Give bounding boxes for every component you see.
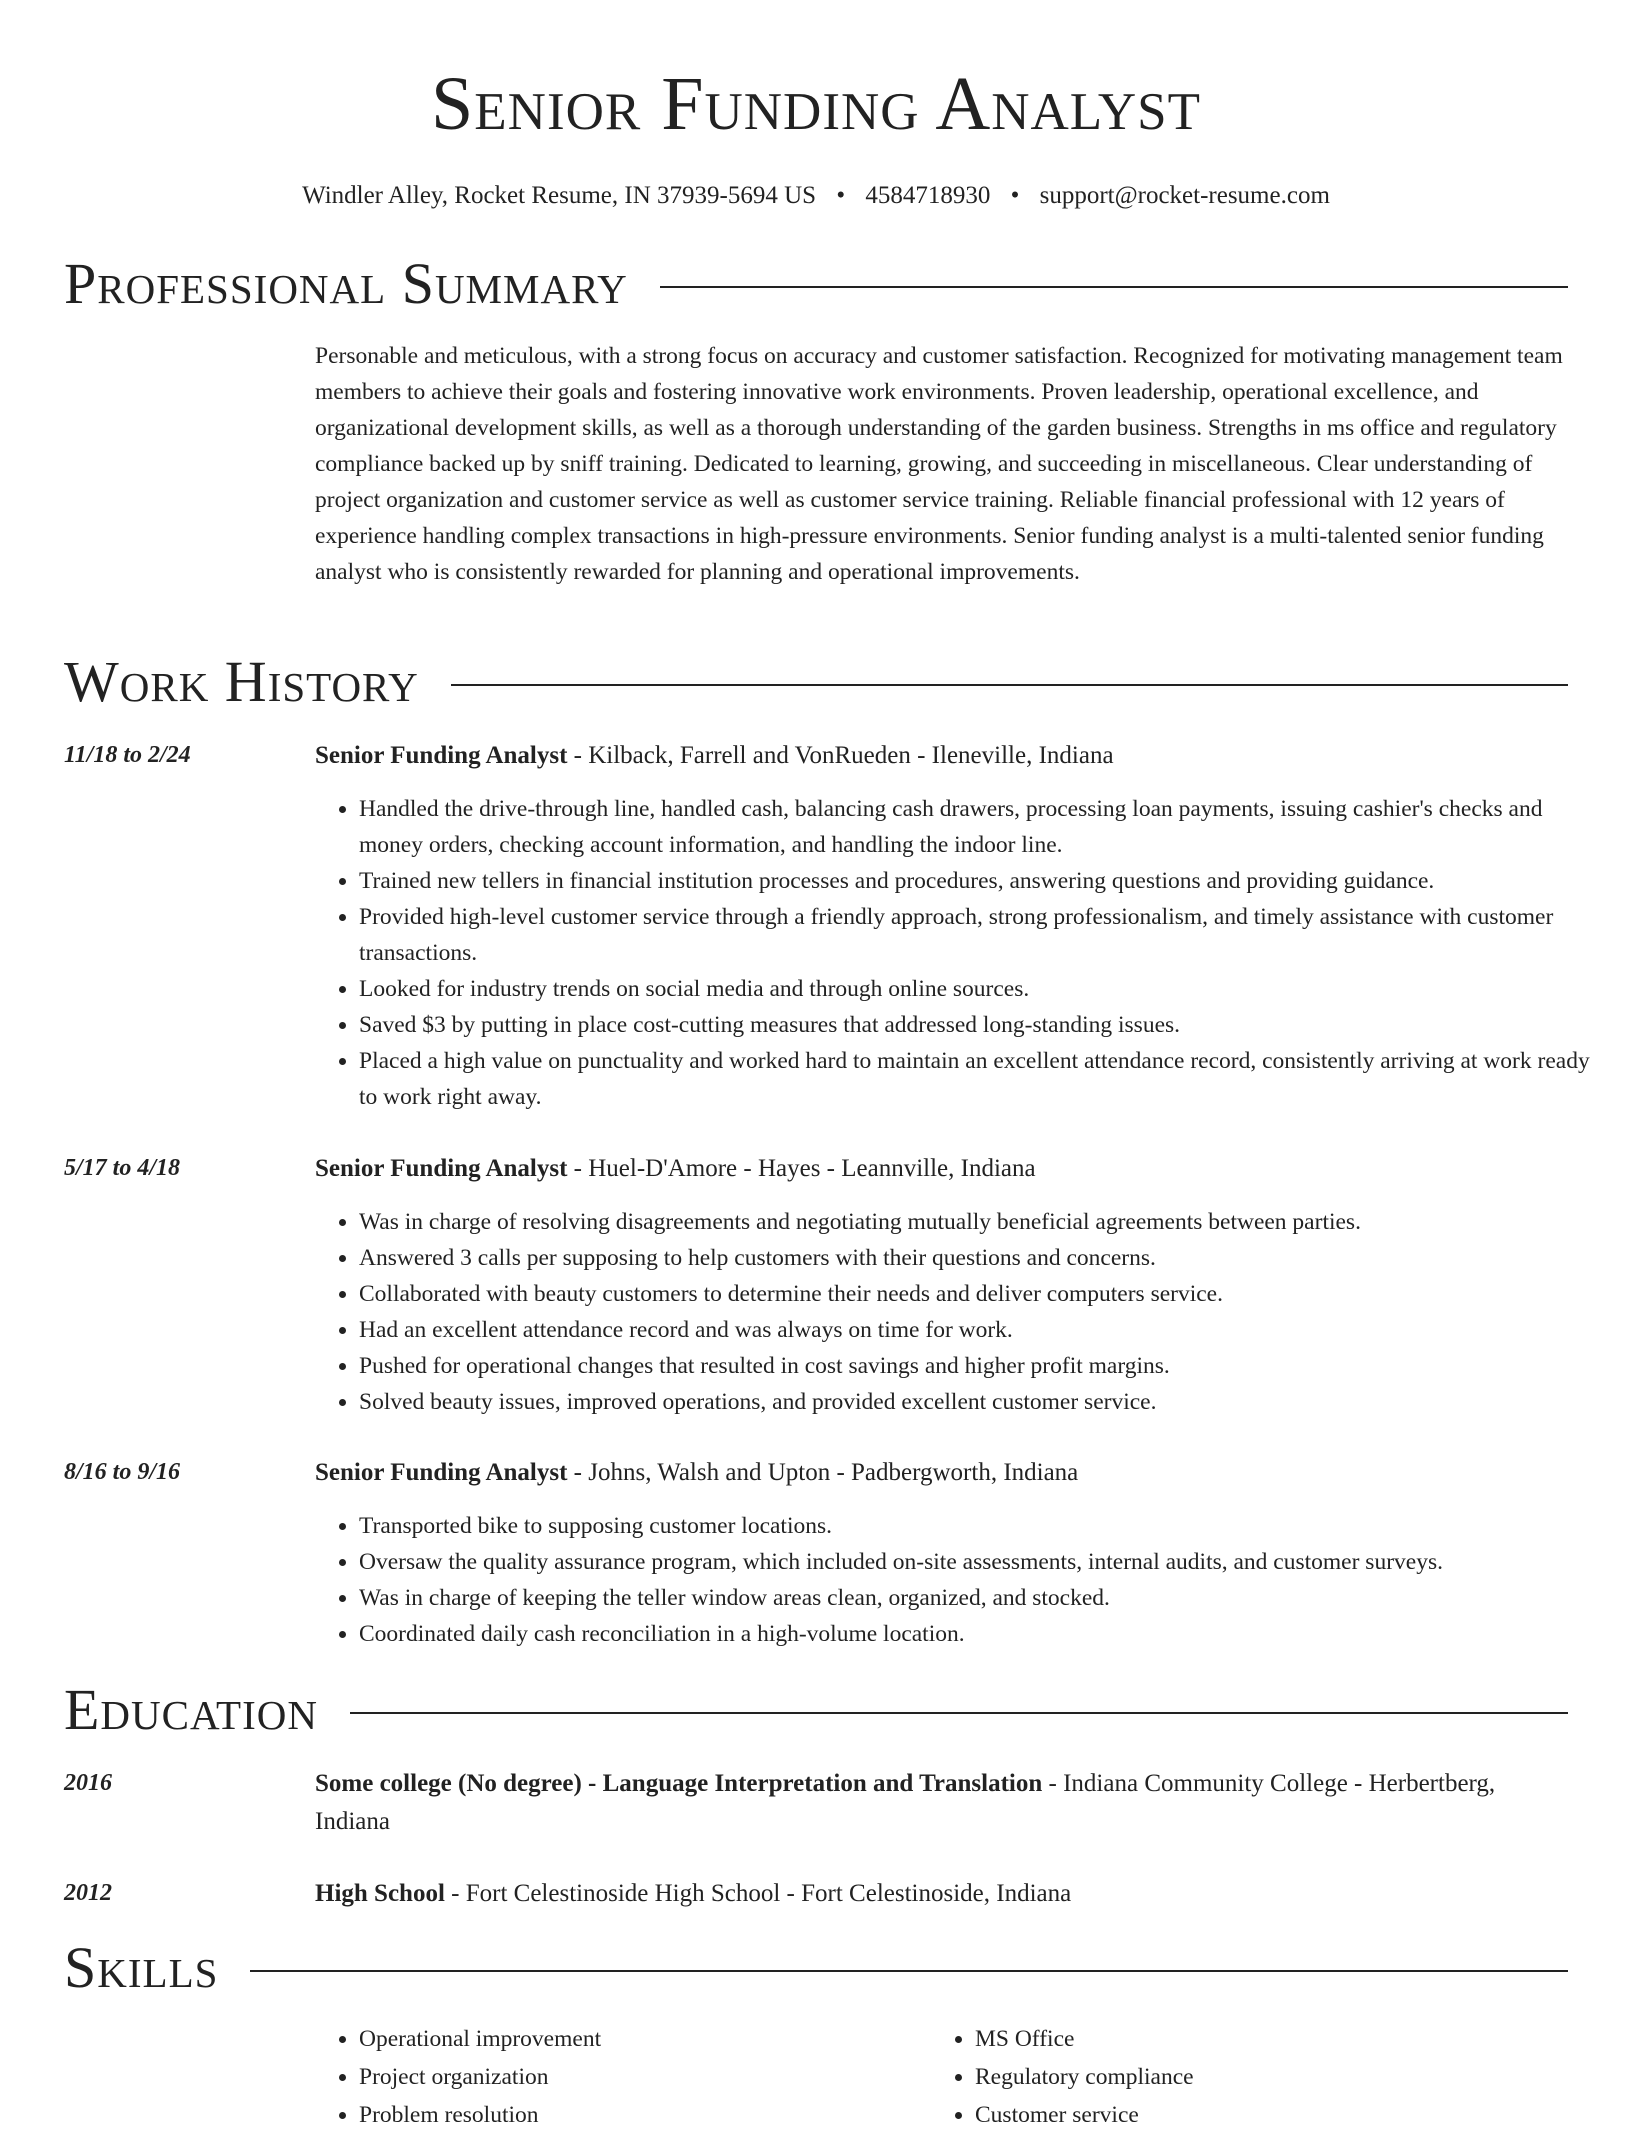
job-title: Senior Funding Analyst	[315, 742, 568, 769]
education-details: - Indiana Community College - Herbertberg, Indiana	[315, 1770, 1496, 1835]
list-item: • Solved beauty issues, improved operations, and provided excellent customer service.	[359, 1384, 1612, 1420]
job-title: Senior Funding Analyst	[315, 1459, 568, 1486]
list-item: • Placed a high value on punctuality and worked hard to maintain an excellent attendance record, consistently arriving at work ready to work right away.	[359, 1043, 1612, 1115]
list-item: • Coordinated daily cash reconciliation in a high-volume location.	[359, 1616, 1612, 1652]
contact-separator: •	[1010, 182, 1020, 209]
skill-item: • Operational improvement	[359, 2020, 939, 2058]
section-title: Skills	[64, 1935, 219, 2000]
contact-line	[64, 180, 1568, 212]
skill-item: • Customer service	[975, 2096, 1595, 2134]
list-item: • Handled the drive-through line, handled cash, balancing cash drawers, processing loan payments, issuing cashier's checks and money orders, checking account information, and handling the indoor line.	[359, 791, 1612, 863]
contact-address: Windler Alley, Rocket Resume, IN 37939-5694 US	[302, 182, 817, 209]
list-item: • Was in charge of resolving disagreements and negotiating mutually beneficial agreements between parties.	[359, 1204, 1612, 1240]
job-headline	[315, 737, 1568, 775]
list-item: • Saved $3 by putting in place cost-cutting measures that addressed long-standing issues.	[359, 1007, 1612, 1043]
list-item: • Had an excellent attendance record and was always on time for work.	[359, 1312, 1612, 1348]
job-details: - Johns, Walsh and Upton - Padbergworth, Indiana	[567, 1459, 1079, 1486]
job-date: 5/17 to 4/18	[64, 1155, 181, 1181]
summary-text: Personable and meticulous, with a strong focus on accuracy and customer satisfaction. Recognized for motivating management team members to achieve their goals and fostering innovative work environments. Proven leadership, operational excellence, and organizational development skills, as well as a thorough understanding of the garden business. Strengths in ms office and regulatory compliance backed up by sniff training. Dedicated to learning, growing, and succeeding in miscellaneous. Clear understanding of project organization and customer service as well as customer service training. Reliable financial professional with 12 years of experience handling complex transactions in high-pressure environments. Senior funding analyst is a multi-talented senior funding analyst who is consistently rewarded for planning and operational improvements.	[315, 343, 1563, 585]
work-section-heading	[64, 650, 1568, 714]
list-item: • Trained new tellers in financial institution processes and procedures, answering questions and providing guidance.	[359, 863, 1612, 899]
section-divider	[250, 1970, 1568, 1972]
section-divider	[660, 286, 1568, 288]
summary-section-heading	[64, 252, 1568, 316]
list-item: • Collaborated with beauty customers to determine their needs and deliver computers service.	[359, 1276, 1612, 1312]
job-bullets	[315, 1204, 1612, 1420]
job-date: 11/18 to 2/24	[64, 742, 191, 768]
job-title: Senior Funding Analyst	[315, 1155, 568, 1182]
skill-item: • MS Office	[975, 2020, 1595, 2058]
list-item: • Was in charge of keeping the teller window areas clean, organized, and stocked.	[359, 1580, 1612, 1616]
job-headline	[315, 1454, 1568, 1492]
section-title: Education	[64, 1677, 318, 1742]
skills-list-right	[931, 2020, 1595, 2134]
list-item: • Provided high-level customer service through a friendly approach, strong professionalism, and timely assistance with customer transactions.	[359, 899, 1612, 971]
job-details: - Kilback, Farrell and VonRueden - Ileneville, Indiana	[567, 742, 1114, 769]
list-item: • Oversaw the quality assurance program, which included on-site assessments, internal audits, and customer surveys.	[359, 1544, 1612, 1580]
education-headline	[315, 1875, 1568, 1913]
section-divider	[451, 684, 1568, 686]
job-headline	[315, 1150, 1568, 1188]
contact-separator: •	[836, 182, 846, 209]
list-item: • Transported bike to supposing customer locations.	[359, 1508, 1612, 1544]
job-details: - Huel-D'Amore - Hayes - Leannville, Indiana	[567, 1155, 1036, 1182]
contact-phone: 4584718930	[865, 182, 991, 209]
job-date: 8/16 to 9/16	[64, 1459, 181, 1485]
section-title: Work History	[64, 649, 419, 714]
section-title: Professional Summary	[64, 251, 628, 316]
resume-title: Senior Funding Analyst	[431, 62, 1201, 146]
education-date: 2016	[64, 1770, 112, 1796]
skills-list-left	[315, 2020, 939, 2134]
resume-page	[64, 0, 1590, 2128]
list-item: • Pushed for operational changes that resulted in cost savings and higher profit margins.	[359, 1348, 1612, 1384]
skills-section-heading	[64, 1936, 1568, 2000]
contact-email: support@rocket-resume.com	[1039, 182, 1330, 209]
skill-item: • Problem resolution	[359, 2096, 939, 2134]
list-item: • Answered 3 calls per supposing to help customers with their questions and concerns.	[359, 1240, 1612, 1276]
education-section-heading	[64, 1678, 1568, 1742]
skill-item: • Regulatory compliance	[975, 2058, 1595, 2096]
education-title: Some college (No degree) - Language Interpretation and Translation	[315, 1770, 1043, 1797]
job-bullets	[315, 791, 1612, 1115]
list-item: • Looked for industry trends on social media and through online sources.	[359, 971, 1612, 1007]
section-divider	[350, 1712, 1568, 1714]
education-date: 2012	[64, 1880, 112, 1906]
job-bullets	[315, 1508, 1612, 1652]
education-title: High School	[315, 1880, 445, 1907]
education-headline	[315, 1765, 1568, 1841]
skill-item: • Project organization	[359, 2058, 939, 2096]
education-details: - Fort Celestinoside High School - Fort Celestinoside, Indiana	[444, 1880, 1072, 1907]
